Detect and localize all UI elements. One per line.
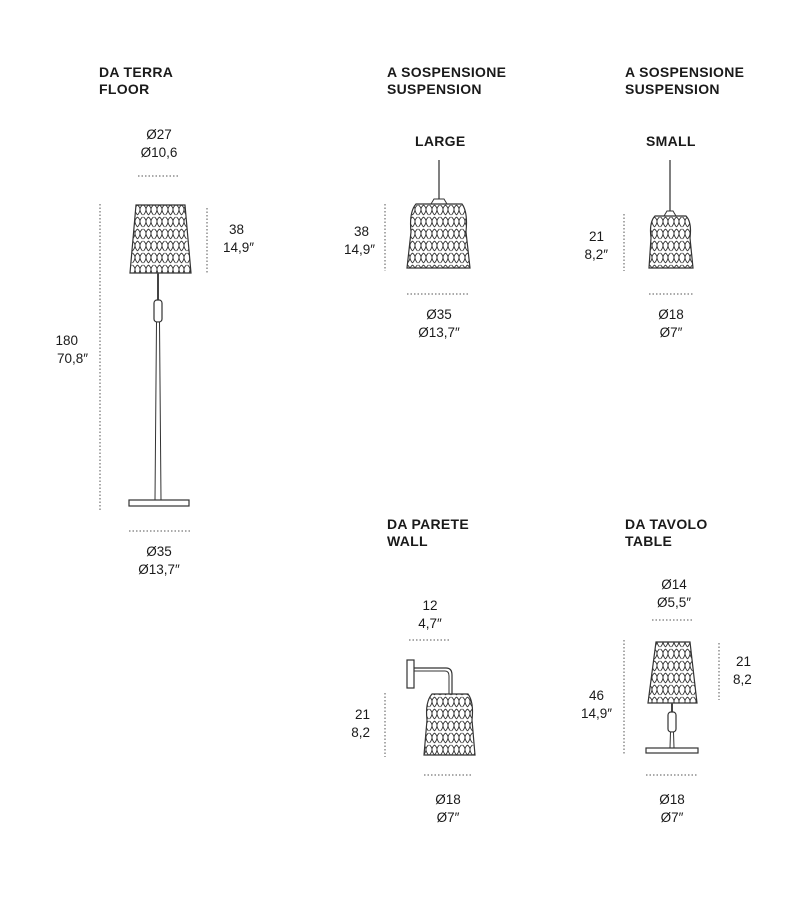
table-lamp-drawing [646,642,698,753]
suspension-small-title: A SOSPENSIONE SUSPENSION [625,64,745,97]
table-lamp-shade [648,642,697,703]
floor-base-diameter-label: Ø35 Ø13,7″ [138,544,180,577]
suspension-small-height-label: 21 8,2″ [584,229,608,262]
table-total-height-label: 46 14,9″ [580,688,612,721]
suspension-large-size-label: LARGE [415,133,466,149]
wall-height-label: 21 8,2 [351,707,370,740]
suspension-large-drawing [407,160,470,268]
suspension-small-diameter-label: Ø18 Ø7″ [658,307,684,340]
suspension-large-diameter-label: Ø35 Ø13,7″ [418,307,460,340]
table-lamp-stem [670,732,674,748]
wall-lamp-drawing [407,660,475,755]
suspension-large-canopy [431,199,447,204]
floor-lamp-pole [155,322,161,500]
wall-lamp-plate [407,660,414,688]
suspension-small-drawing [649,160,693,268]
table-lamp-switch [668,712,676,732]
suspension-small-canopy [664,211,676,216]
wall-lamp-shade [424,694,475,755]
floor-shade-diameter-label: Ø27 Ø10,6 [140,127,178,160]
floor-title-it: DA TERRA [99,64,174,80]
suspension-large-shade [407,204,470,268]
table-shade-height-label: 21 8,2 [733,654,752,687]
wall-projection-label: 12 4,7″ [418,598,442,631]
table-base-diameter-label: Ø18 Ø7″ [659,792,685,825]
suspension-small-shade [649,216,693,268]
table-title: DA TAVOLO TABLE [625,516,708,549]
suspension-large-title: A SOSPENSIONE SUSPENSION [387,64,507,97]
suspension-small-size-label: SMALL [646,133,696,149]
wall-title: DA PARETE WALL [387,516,470,549]
floor-total-height-label: 180 70,8″ [55,333,88,366]
floor-lamp-switch [154,300,162,322]
wall-lamp-arm [414,668,452,694]
wall-diameter-label: Ø18 Ø7″ [435,792,461,825]
floor-title [99,64,173,98]
floor-lamp-shade [130,205,191,273]
floor-title-en: FLOOR [99,81,150,97]
floor-lamp-base [129,500,189,506]
table-lamp-base [646,748,698,753]
floor-shade-height-label: 38 14,9″ [223,222,255,255]
suspension-large-height-label: 38 14,9″ [343,224,375,257]
floor-lamp-drawing [129,205,191,506]
table-top-diameter-label: Ø14 Ø5,5″ [656,577,692,610]
